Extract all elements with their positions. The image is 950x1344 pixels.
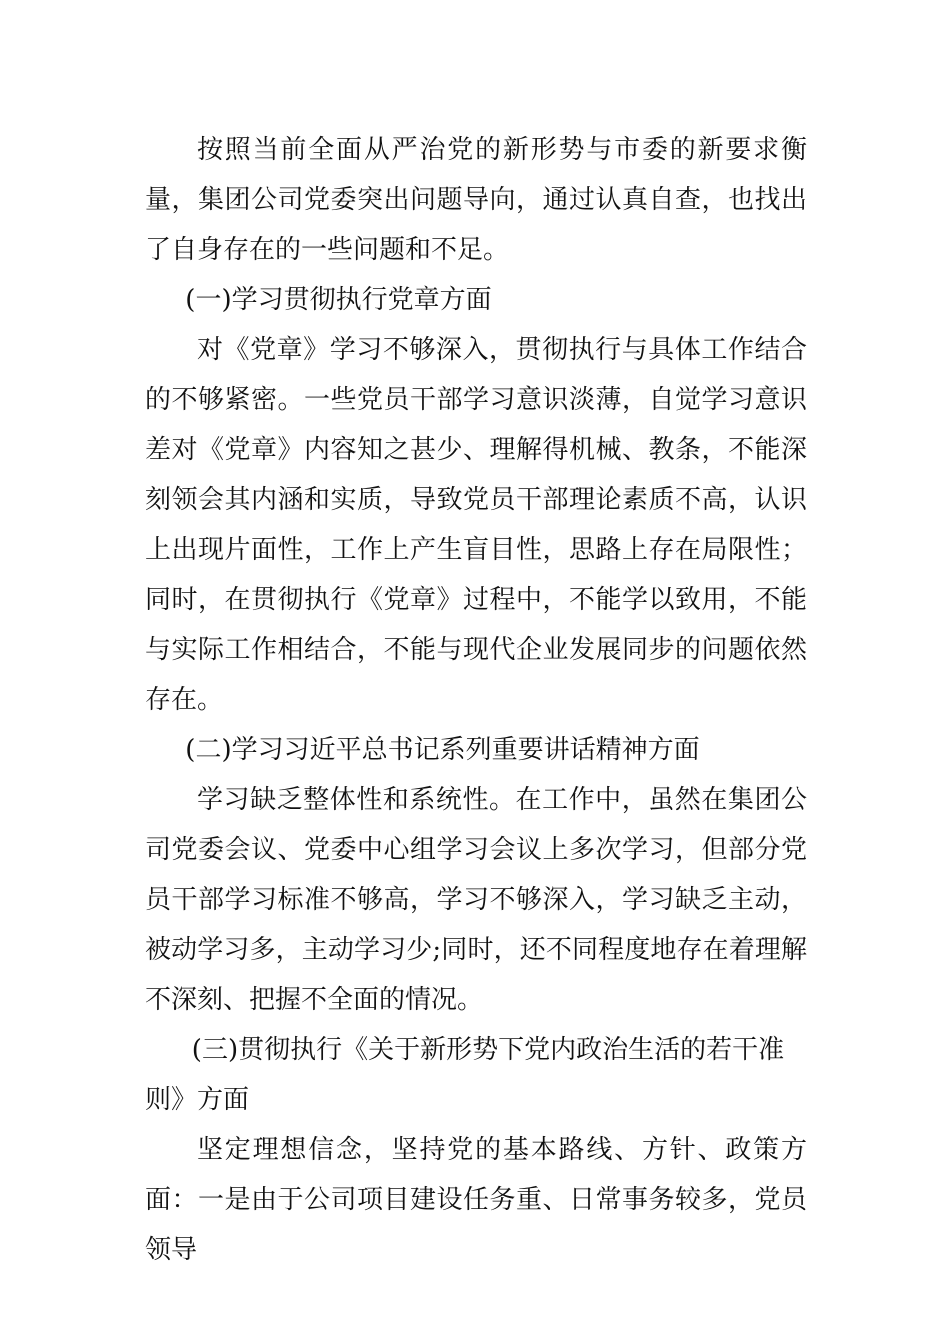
section-heading-2: (二)学习习近平总书记系列重要讲话精神方面: [185, 735, 700, 765]
document-page: [145, 125, 807, 1275]
section-heading-1: (一)学习贯彻执行党章方面: [185, 285, 492, 315]
paragraph-section-2: 学习缺乏整体性和系统性。在工作中，虽然在集团公司党委会议、党委中心组学习会议上多次学习，但部分党员干部学习标准不够高，学习不够深入，学习缺乏主动，被动学习多，主动学习少;同时，还不同程度地存在着理解不深刻、把握不全面的情况。: [145, 785, 807, 1015]
paragraph-section-3: 坚定理想信念，坚持党的基本路线、方针、政策方面：一是由于公司项目建设任务重、日常事务较多，党员领导: [145, 1135, 807, 1265]
section-heading-3: (三)贯彻执行《关于新形势下党内政治生活的若干准则》方面: [145, 1035, 785, 1115]
paragraph-intro: 按照当前全面从严治党的新形势与市委的新要求衡量，集团公司党委突出问题导向，通过认真自查，也找出了自身存在的一些问题和不足。: [145, 135, 807, 265]
paragraph-section-1: 对《党章》学习不够深入，贯彻执行与具体工作结合的不够紧密。一些党员干部学习意识淡薄，自觉学习意识差对《党章》内容知之甚少、理解得机械、教条，不能深刻领会其内涵和实质，导致党员干部理论素质不高，认识上出现片面性，工作上产生盲目性，思路上存在局限性；同时，在贯彻执行《党章》过程中，不能学以致用，不能与实际工作相结合，不能与现代企业发展同步的问题依然存在。: [145, 335, 807, 715]
